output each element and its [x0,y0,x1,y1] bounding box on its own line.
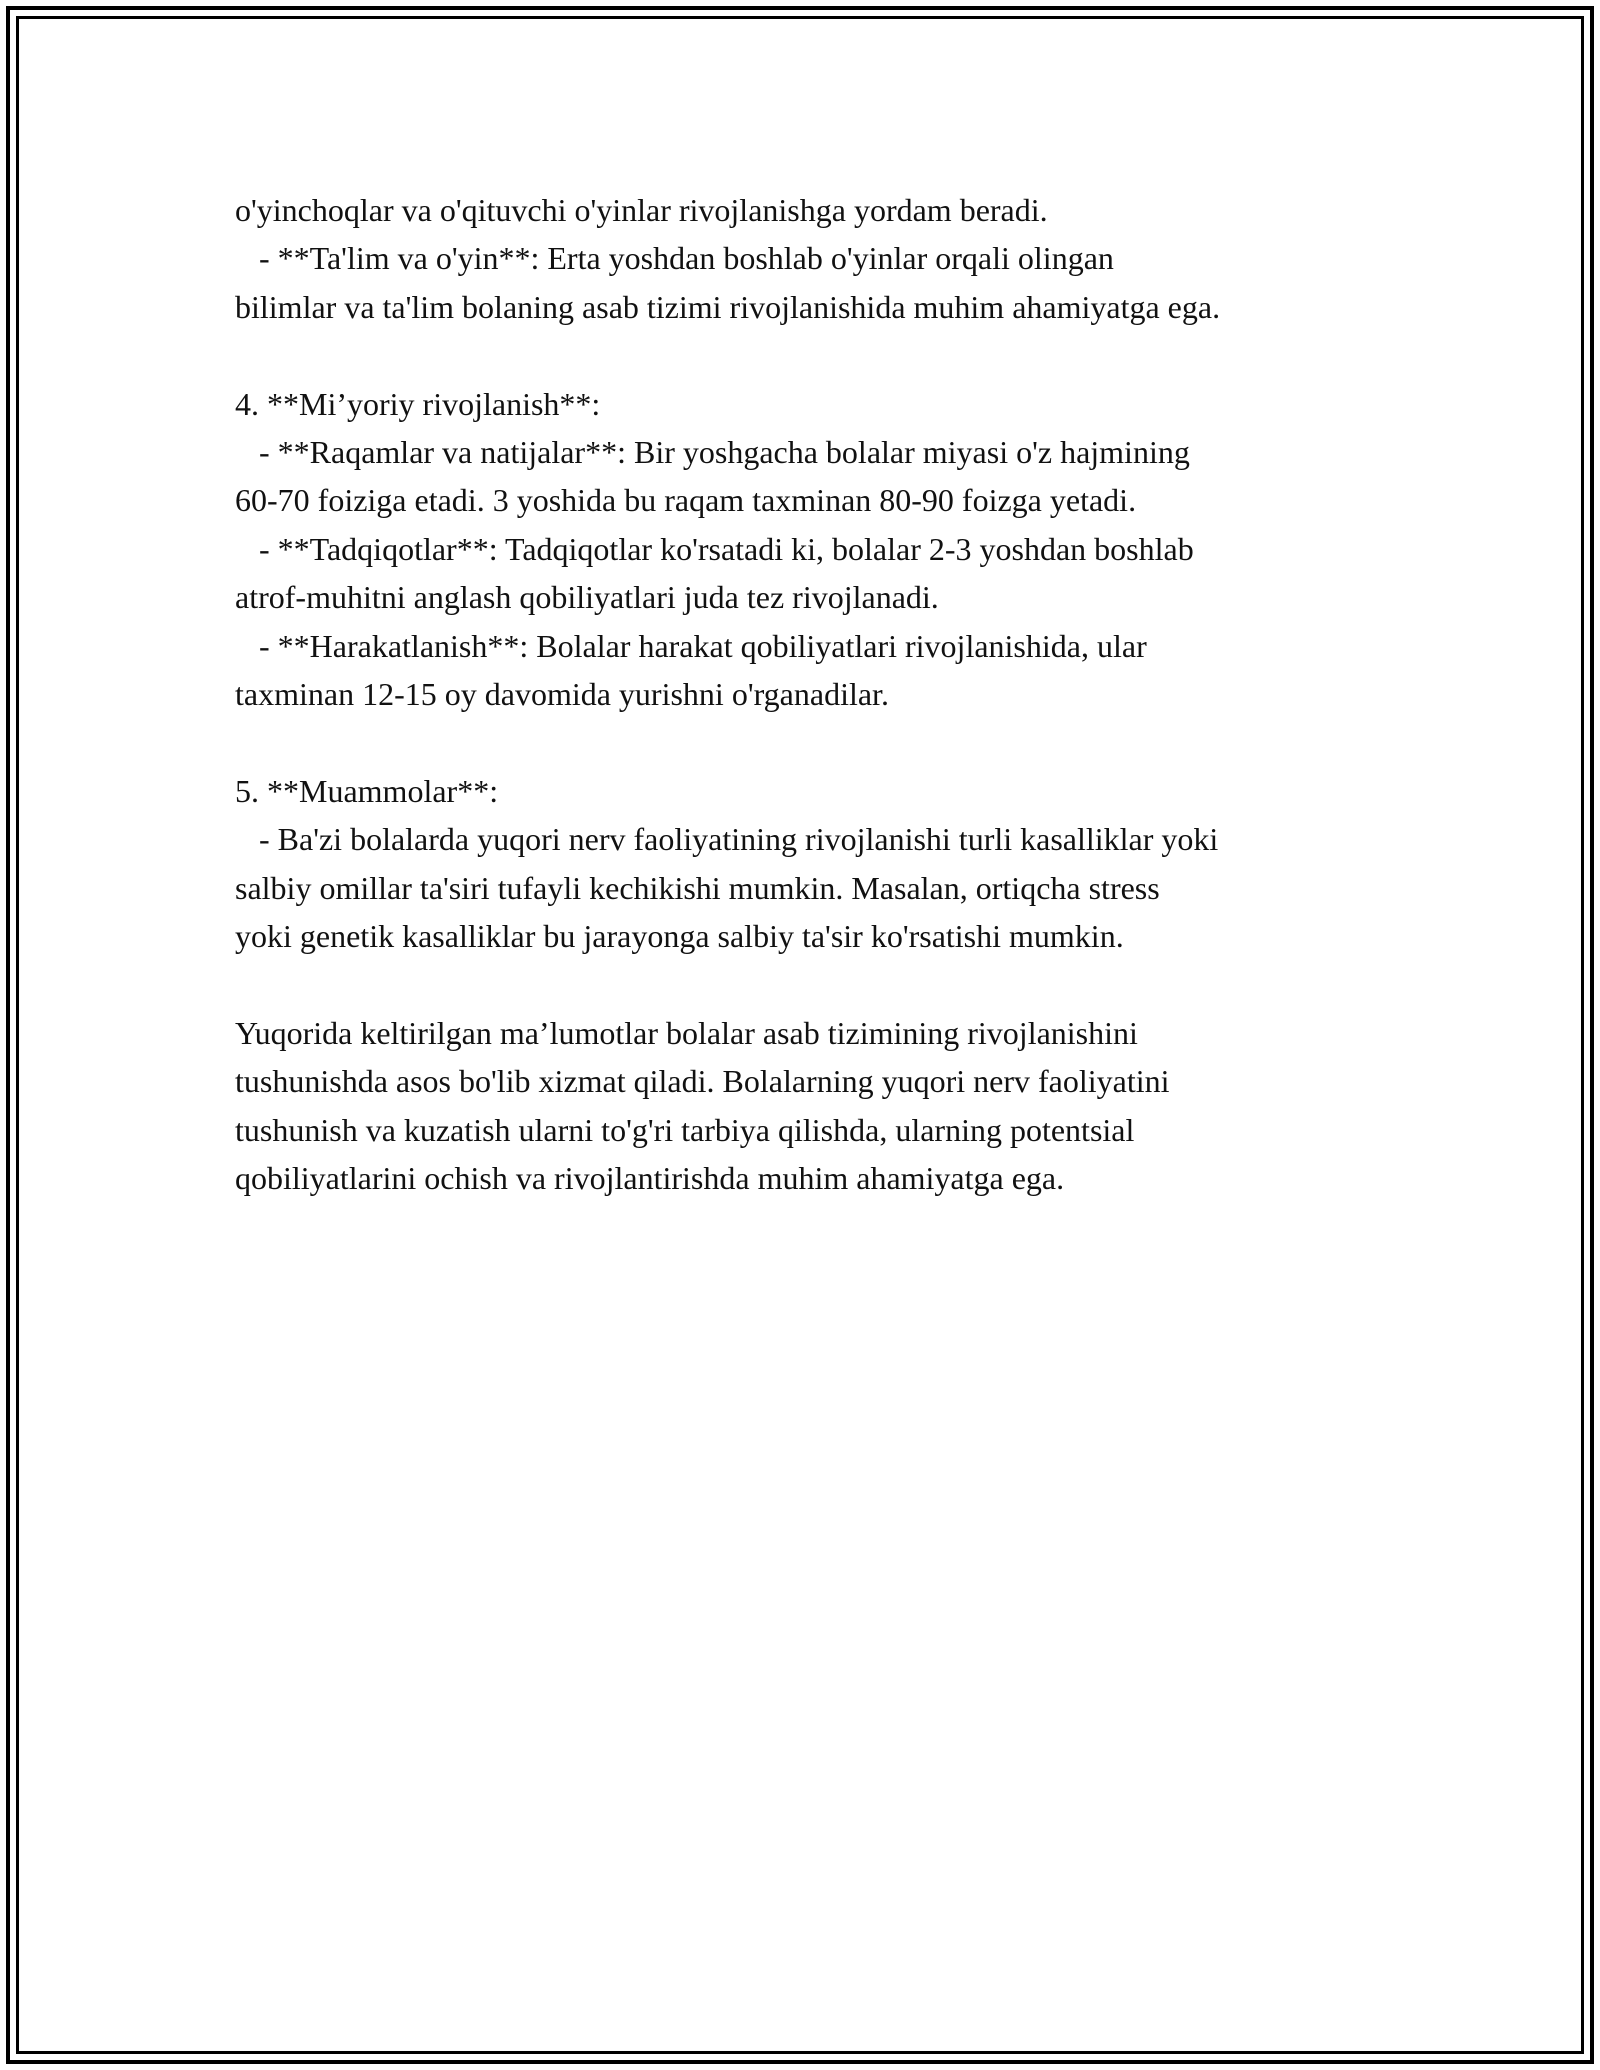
section-5 [235,767,1415,961]
section-heading: 4. **Mi’yoriy rivojlanish**: [235,385,601,422]
section-heading: 5. **Muammolar**: [235,772,499,809]
document-body [235,186,1415,1202]
list-item-talim-va-oyin: - **Ta'lim va o'yin**: Erta yoshdan boshlab o'yinlar orqali olingan [235,240,1114,277]
text-line: bilimlar va ta'lim bolaning asab tizimi rivojlanishida muhim ahamiyatga ega. [235,288,1221,325]
blank-line [235,331,1415,379]
conclusion-paragraph [235,1009,1415,1203]
list-item-raqamlar: - **Raqamlar va natijalar**: Bir yoshgacha bolalar miyasi o'z hajmining [235,434,1190,471]
section-4 [235,380,1415,719]
text-line: tushunish va kuzatish ularni to'g'ri tarbiya qilishda, ularning potentsial [235,1111,1135,1148]
text-line: qobiliyatlarini ochish va rivojlantirishda muhim ahamiyatga ega. [235,1160,1065,1197]
text-line: 60-70 foiziga etadi. 3 yoshida bu raqam taxminan 80-90 foizga yetadi. [235,482,1137,519]
text-line: tushunishda asos bo'lib xizmat qiladi. Bolalarning yuqori nerv faoliyatini [235,1063,1170,1100]
text-line: taxminan 12-15 oy davomida yurishni o'rganadilar. [235,676,889,713]
text-line: o'yinchoqlar va o'qituvchi o'yinlar rivojlanishga yordam beradi. [235,192,1048,228]
list-item-harakatlanish: - **Harakatlanish**: Bolalar harakat qobiliyatlari rivojlanishida, ular [235,627,1147,664]
text-line: yoki genetik kasalliklar bu jarayonga salbiy ta'sir ko'rsatishi mumkin. [235,918,1124,955]
blank-line [235,718,1415,766]
text-line: atrof-muhitni anglash qobiliyatlari juda tez rivojlanadi. [235,579,939,616]
text-line: salbiy omillar ta'siri tufayli kechikishi mumkin. Masalan, ortiqcha stress [235,869,1160,906]
list-item-tadqiqotlar: - **Tadqiqotlar**: Tadqiqotlar ko'rsatadi ki, bolalar 2-3 yoshdan boshlab [235,530,1194,567]
paragraph-continuation [235,186,1415,331]
blank-line [235,960,1415,1008]
list-item-muammolar: - Ba'zi bolalarda yuqori nerv faoliyatining rivojlanishi turli kasalliklar yoki [235,821,1219,858]
text-line: Yuqorida keltirilgan ma’lumotlar bolalar asab tizimining rivojlanishini [235,1014,1138,1051]
